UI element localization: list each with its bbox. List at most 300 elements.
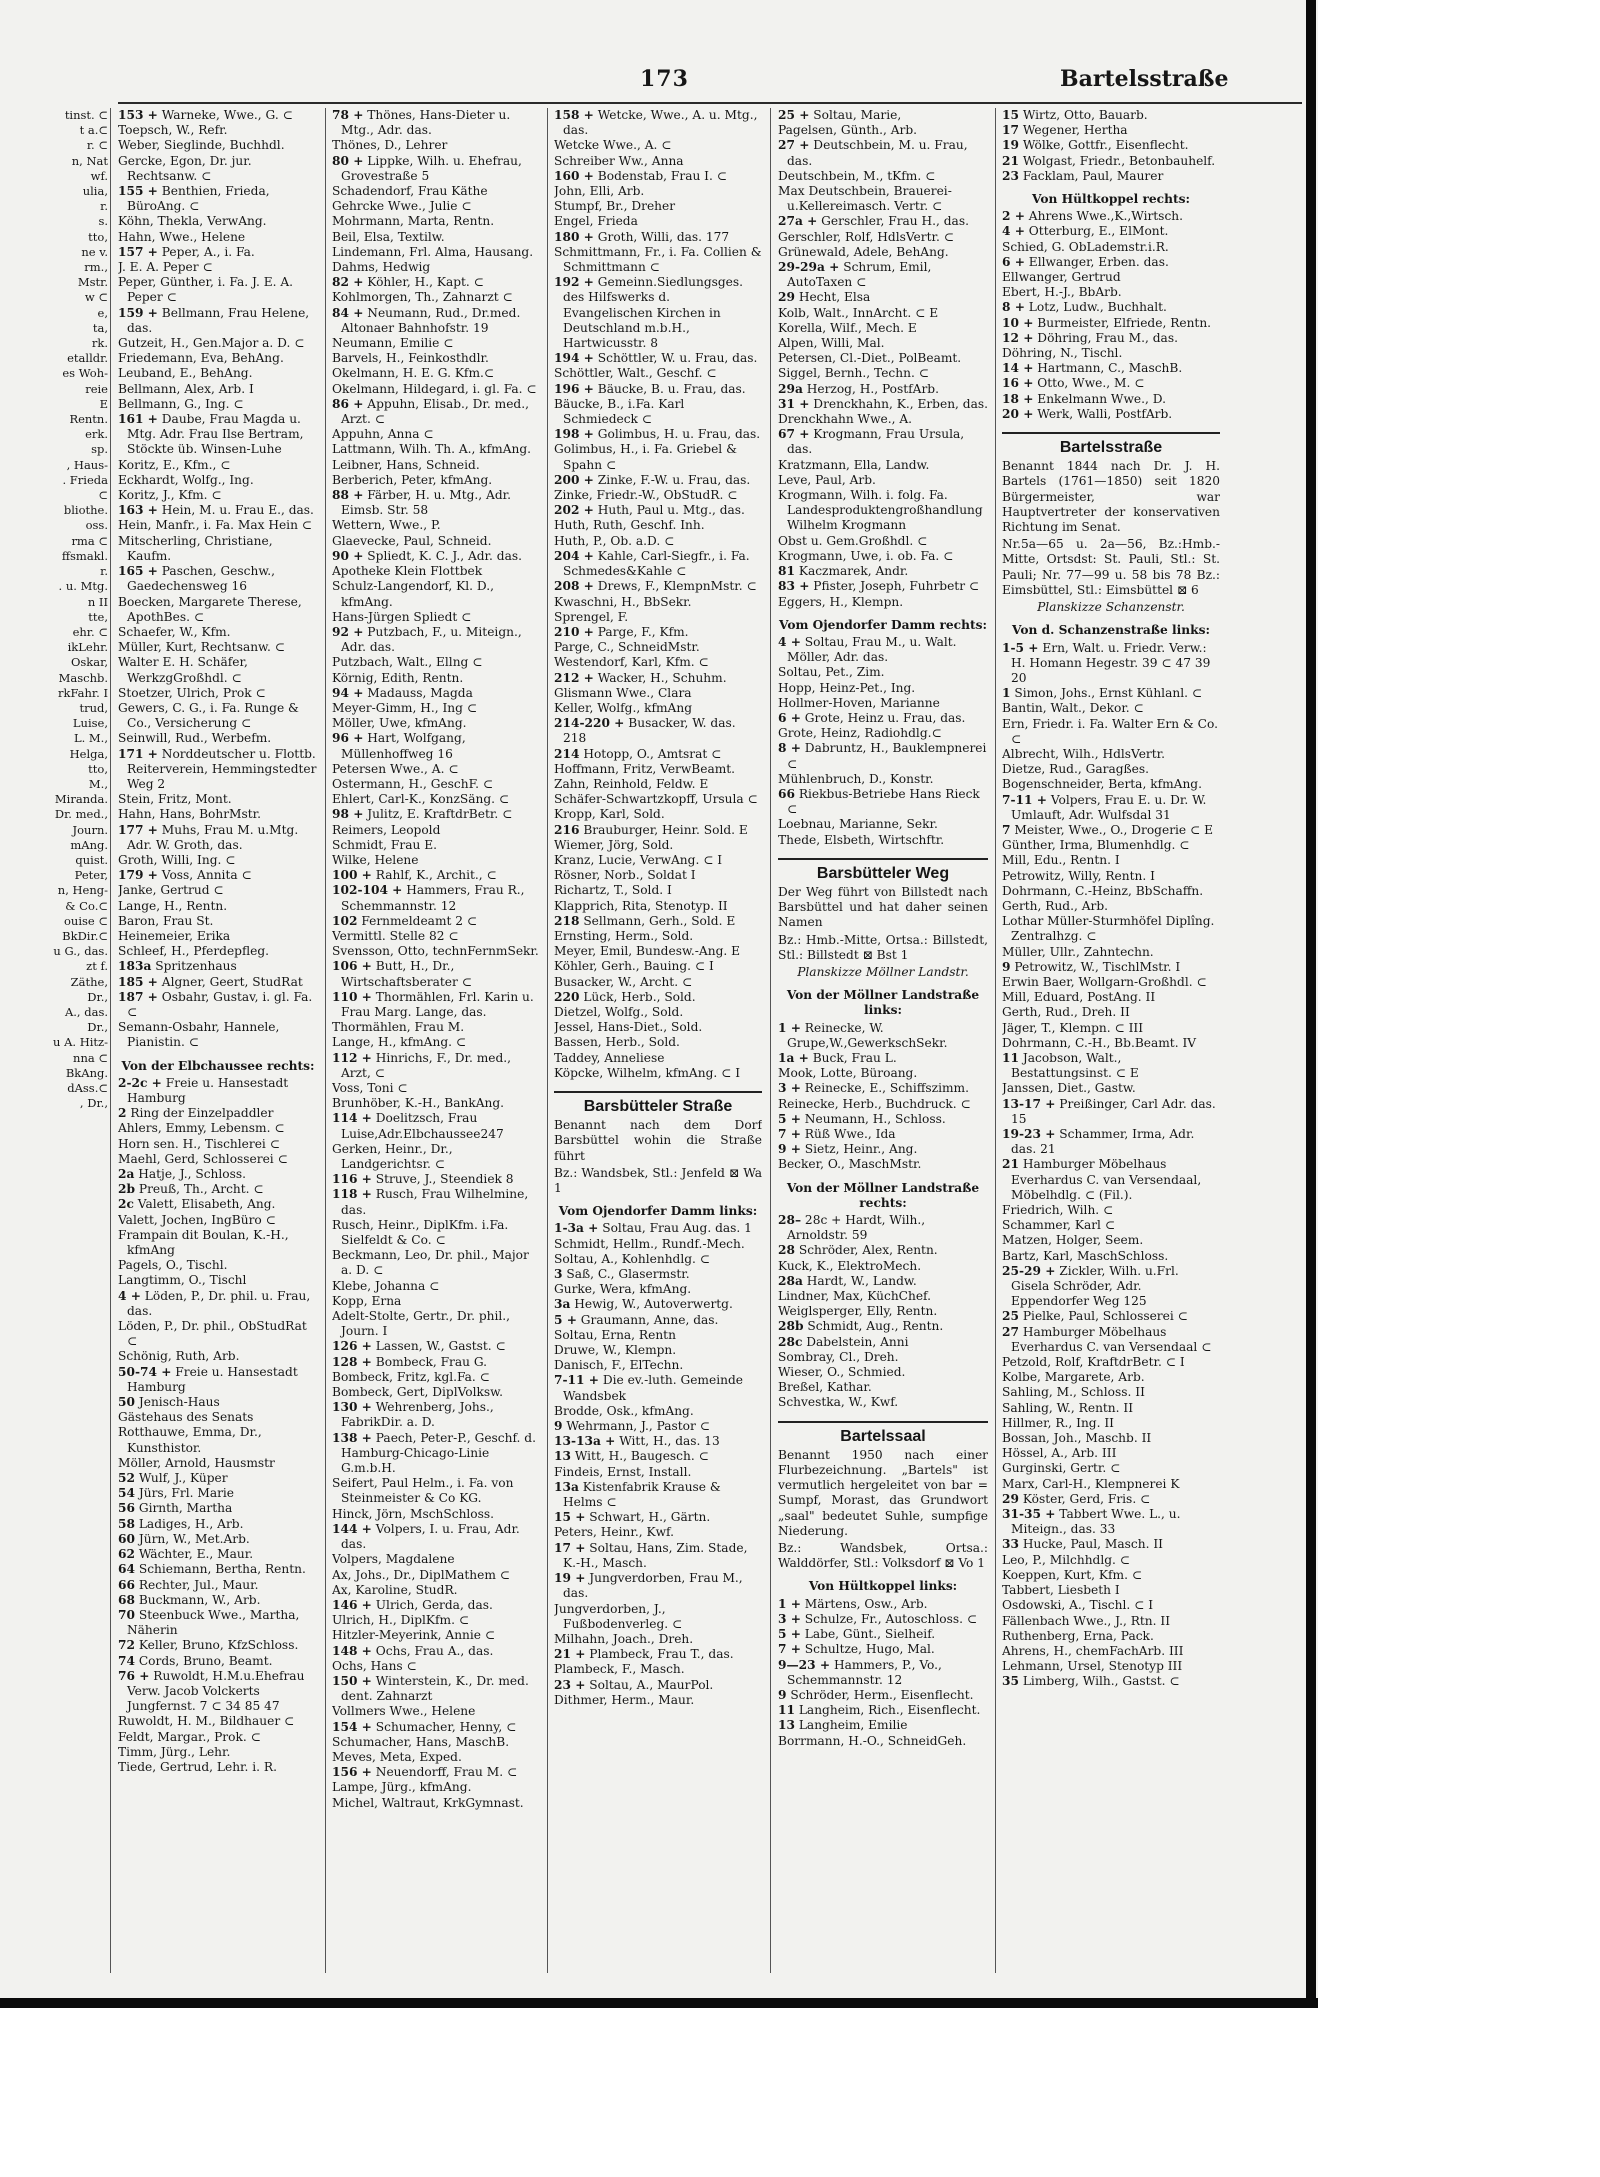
directory-entry: Hans-Jürgen Spliedt ⊂ [332,609,472,624]
directory-entry: 23 + Soltau, A., MaurPol. [554,1677,714,1692]
directory-entry: Glismann Wwe., Clara [554,685,692,700]
directory-entry: 16 + Otto, Wwe., M. ⊂ [1002,376,1145,391]
directory-entry: Lampe, Jürg., kfmAng. [332,1780,472,1795]
directory-entry: 2b Preuß, Th., Archt. ⊂ [118,1182,264,1197]
directory-entry: 202 + Huth, Paul u. Mtg., das. [554,503,745,518]
directory-entry: Korella, Wilf., Mech. E [778,320,917,335]
margin-fragment: reie [85,381,108,396]
directory-entry: Vermittl. Stelle 82 ⊂ [332,928,459,943]
column-rule [325,108,326,1973]
entry-list [554,108,762,1081]
directory-entry: 126 + Lassen, W., Gastst. ⊂ [332,1339,506,1354]
directory-entry: 8 + Dabruntz, H., Bauklempnerei ⊂ [778,741,987,771]
directory-entry: Obst u. Gem.Großhdl. ⊂ [778,533,928,548]
directory-entry: Heinemeier, Erika [118,928,231,943]
directory-entry: Thönes, D., Lehrer [332,138,448,153]
directory-entry: Pagelsen, Günth., Arb. [778,123,918,138]
directory-entry: Thormählen, Frau M. [332,1020,465,1035]
directory-entry: Petzold, Rolf, KraftdrBetr. ⊂ I [1002,1355,1185,1370]
directory-entry: Stumpf, Br., Dreher [554,199,676,214]
entry-list [118,1076,318,1775]
directory-entry: 3 + Schulze, Fr., Autoschloss. ⊂ [778,1611,978,1626]
directory-entry: Erwin Baer, Wollgarn-Großhdl. ⊂ [1002,974,1207,989]
scan-edge-bottom [0,1998,1318,2008]
directory-entry: Dahms, Hedwig [332,260,431,275]
directory-entry: 5 + Graumann, Anne, das. [554,1312,719,1327]
margin-fragment: M., [88,776,108,791]
directory-entry: 21 Wolgast, Friedr., Betonbauhelf. [1002,153,1216,168]
header-rule [118,102,1302,104]
directory-entry: Wiemer, Jörg, Sold. [554,837,674,852]
directory-entry: 33 Hucke, Paul, Masch. II [1002,1537,1163,1552]
margin-fragment: Mstr. [77,275,108,290]
directory-entry: Kopp, Erna [332,1293,402,1308]
directory-entry: 2 + Ahrens Wwe.,K.,Wirtsch. [1002,209,1183,224]
directory-entry: 208 + Drews, F., KlempnMstr. ⊂ [554,579,757,594]
margin-fragment: Oskar, [70,655,108,670]
directory-entry: 3 + Reinecke, E., Schiffszimm. [778,1081,969,1096]
directory-entry: Drenckhahn Wwe., A. [778,412,913,427]
directory-entry: Peper, Günther, i. Fa. J. E. A. Peper ⊂ [118,275,294,305]
directory-entry: Ruthenberg, Erna, Pack. [1002,1628,1154,1643]
directory-entry: 155 + Benthien, Frieda, BüroAng. ⊂ [118,184,270,214]
directory-entry: Rösner, Norb., Soldat I [554,868,696,883]
directory-entry: 27 Hamburger Möbelhaus Everhardus C. van Versendaal ⊂ [1002,1324,1212,1354]
directory-entry: Brunhöber, K.-H., BankAng. [332,1096,505,1111]
directory-entry: John, Elli, Arb. [554,184,645,199]
section-heading: Von Hültkoppel rechts: [1032,192,1190,207]
directory-entry: 2-2c + Freie u. Hansestadt Hamburg [118,1075,289,1105]
directory-entry: 19 Wölke, Gottfr., Eisenflecht. [1002,138,1189,153]
directory-entry: Ehlert, Carl-K., KonzSäng. ⊂ [332,792,510,807]
directory-entry: 9 Schröder, Herm., Eisenflecht. [778,1687,974,1702]
directory-entry: Bellmann, G., Ing. ⊂ [118,396,244,411]
directory-entry: Meyer, Emil, Bundesw.-Ang. E [554,944,741,959]
directory-entry: Ruwoldt, H. M., Bildhauer ⊂ [118,1714,295,1729]
directory-entry: Apotheke Klein Flottbek [332,564,483,579]
margin-fragment: wf. [90,168,108,183]
directory-entry: 6 + Ellwanger, Erben. das. [1002,254,1169,269]
directory-entry: 62 Wächter, E., Maur. [118,1547,254,1562]
directory-entry: Gurginski, Gertr. ⊂ [1002,1461,1121,1476]
margin-fragment: & Co.⊂ [65,898,108,913]
directory-entry: 74 Cords, Bruno, Beamt. [118,1653,273,1668]
directory-entry: Hahn, Hans, BohrMstr. [118,807,262,822]
directory-entry: 28c Dabelstein, Anni [778,1334,909,1349]
margin-fragment: ikLehr. [67,640,108,655]
directory-entry: Ax, Karoline, StudR. [332,1582,458,1597]
directory-entry: 2 Ring der Einzelpaddler [118,1106,274,1121]
directory-entry: Mitscherling, Christiane, Kaufm. [118,533,273,563]
margin-fragment: u G., das. [53,944,108,959]
directory-entry: Lindemann, Frl. Alma, Hausang. [332,244,534,259]
directory-entry: 1 + Reinecke, W. Grupe,W.,GewerkschSekr. [778,1020,948,1050]
margin-fragment: zt f. [86,959,108,974]
directory-entry: Petrowitz, Willy, Rentn. I [1002,868,1155,883]
directory-entry: Schöttler, Walt., Geschf. ⊂ [554,366,717,381]
directory-entry: Barvels, H., Feinkosthdlr. [332,351,489,366]
section-heading: Vom Ojendorfer Damm rechts: [779,617,987,632]
directory-entry: Gewers, C. G., i. Fa. Runge & Co., Versicherung ⊂ [118,700,299,731]
directory-entry: Schulz-Langendorf, Kl. D., kfmAng. [332,579,495,609]
directory-entry: Günther, Irma, Blumenhdlg. ⊂ [1002,838,1190,853]
directory-entry: Ulrich, H., DiplKfm. ⊂ [332,1613,470,1628]
directory-entry: 58 Ladiges, H., Arb. [118,1516,244,1531]
directory-entry: Stein, Fritz, Mont. [118,792,232,807]
directory-entry: Parge, C., SchneidMstr. [554,640,700,655]
directory-entry: Toepsch, W., Refr. [118,123,228,138]
directory-entry: Breßel, Kathar. [778,1380,872,1395]
margin-fragment: sp. [91,442,108,457]
margin-fragment: A., das. [64,1004,108,1019]
entry-list [332,108,540,1811]
directory-entry: Richartz, T., Sold. I [554,883,672,898]
margin-fragment: Dr., [87,1020,108,1035]
directory-entry: 19 + Jungverdorben, Frau M., das. [554,1571,743,1601]
directory-entry: Ellwanger, Gertrud [1002,270,1121,285]
directory-entry: Friedemann, Eva, BehAng. [118,351,284,366]
column-rule [547,108,548,1973]
directory-entry: 148 + Ochs, Frau A., das. [332,1643,494,1658]
directory-entry: Appuhn, Anna ⊂ [332,427,434,442]
directory-entry: Horn sen. H., Tischlerei ⊂ [118,1136,280,1151]
directory-entry: Svensson, Otto, technFernmSekr. [332,944,539,959]
directory-entry: 4 + Soltau, Frau M., u. Walt. Möller, Adr. das. [778,634,957,665]
directory-entry: Fällenbach Wwe., J., Rtn. II [1002,1613,1171,1628]
directory-entry: 171 + Norddeutscher u. Flottb. Reiterverein, Hemmingstedter Weg 2 [118,746,317,791]
directory-entry: 2c Valett, Elisabeth, Ang. [118,1197,276,1212]
directory-entry: Seinwill, Rud., Werbefm. [118,731,272,746]
directory-entry: Eckhardt, Wolfg., Ing. [118,472,254,487]
directory-entry: 216 Brauburger, Heinr. Sold. E [554,822,748,837]
directory-entry: Maehl, Gerd, Schlosserei ⊂ [118,1151,288,1166]
directory-entry: 28 Schröder, Alex, Rentn. [778,1243,938,1258]
directory-entry: Druwe, W., Klempn. [554,1343,677,1358]
directory-entry: Jungverdorben, J., Fußbodenverleg. ⊂ [554,1601,683,1631]
directory-entry: 192 + Gemeinn.Siedlungsges. des Hilfswerks d. Evangelischen Kirchen in Deutschland m.b.H., Hartwicusstr. 8 [554,275,744,351]
directory-entry: 138 + Paech, Peter-P., Geschf. d. Hamburg-Chicago-Linie G.m.b.H. [332,1430,536,1476]
street-title: Bartelsstraße [1002,432,1220,455]
street-district-info: Bz.: Hmb.-Mitte, Ortsa.: Billstedt, Stl.: Billstedt ⊠ Bst 1 [778,932,988,962]
directory-entry: 4 + Otterburg, E., ElMont. [1002,224,1169,239]
directory-entry: Gerth, Rud., Dreh. II [1002,1005,1130,1020]
directory-entry: 94 + Madauss, Magda [332,685,473,700]
directory-entry: 50 Jenisch-Haus [118,1395,220,1410]
directory-entry: Thede, Elsbeth, Wirtschftr. [778,832,945,847]
directory-entry: Bombeck, Fritz, kgl.Fa. ⊂ [332,1369,490,1384]
section-heading: Von Hültkoppel links: [808,1579,958,1594]
street-title: Bartelssaal [778,1421,988,1444]
directory-entry: Hinck, Jörn, MschSchloss. [332,1506,495,1521]
directory-entry: Gästehaus des Senats [118,1410,254,1425]
directory-entry: 15 + Schwart, H., Gärtn. [554,1510,711,1525]
directory-entry: Feldt, Margar., Prok. ⊂ [118,1729,261,1744]
directory-entry: Weiglsperger, Elly, Rentn. [778,1304,938,1319]
street-map-reference: Planskizze Möllner Landstr. [797,964,969,979]
street-description: Benannt nach dem Dorf Barsbüttel wohin die Straße führt [554,1118,762,1163]
directory-entry: 153 + Warneke, Wwe., G. ⊂ [118,108,293,122]
margin-fragment: t a.⊂ [79,123,108,138]
directory-entry: 165 + Paschen, Geschw., Gaedechensweg 16 [118,564,276,594]
directory-entry: Soltau, Erna, Rentn [554,1327,676,1342]
directory-entry: 146 + Ulrich, Gerda, das. [332,1597,493,1612]
margin-fragment: tto, [88,761,108,776]
margin-fragment: ta, [92,320,108,335]
directory-entry: Alpen, Willi, Mal. [778,336,885,351]
margin-fragment: ne v. [81,244,108,259]
directory-entry: Möller, Uwe, kfmAng. [332,716,467,731]
margin-fragment: nna ⊂ [73,1050,108,1065]
directory-entry: 28– 28c + Hardt, Wilh., Arnoldstr. 59 [778,1213,926,1243]
directory-entry: 116 + Struve, J., Steendiek 8 [332,1172,514,1187]
directory-entry: 7-11 + Volpers, Frau E. u. Dr. W. Umlauft, Adr. Wulfsdal 31 [1002,792,1207,822]
directory-entry: 11 Jacobson, Walt., Bestattungsinst. ⊂ E [1002,1050,1139,1081]
directory-entry: 187 + Osbahr, Gustav, i. gl. Fa. ⊂ [118,989,313,1019]
directory-column-1 [118,108,318,1978]
directory-entry: Reinecke, Herb., Buchdruck. ⊂ [778,1096,971,1111]
directory-entry: Zahn, Reinhold, Feldw. E [554,776,709,791]
entry-list [1002,209,1220,422]
directory-entry: Koritz, J., Kfm. ⊂ [118,488,222,503]
directory-entry: Schammer, Karl ⊂ [1002,1218,1116,1233]
margin-fragment: n II [87,594,108,609]
directory-entry: 106 + Butt, H., Dr., Wirtschaftsberater ⊂ [332,959,472,989]
directory-entry: 180 + Groth, Willi, das. 177 [554,229,730,244]
directory-entry: Schönig, Ruth, Arb. [118,1349,240,1364]
directory-entry: 118 + Rusch, Frau Wilhelmine, das. [332,1187,529,1217]
directory-entry: J. E. A. Peper ⊂ [118,260,213,275]
margin-fragment: Helga, [69,746,108,761]
directory-entry: Kohlmorgen, Th., Zahnarzt ⊂ [332,290,513,305]
directory-entry: 17 + Soltau, Hans, Zim. Stade, K.-H., Masch. [554,1540,748,1570]
directory-entry: 7 Meister, Wwe., O., Drogerie ⊂ E [1002,822,1213,837]
directory-entry: Lattmann, Wilh. Th. A., kfmAng. [332,442,532,457]
directory-entry: Möller, Arnold, Hausmstr [118,1455,275,1470]
directory-entry: Petersen, Cl.-Diet., PolBeamt. [778,351,962,366]
margin-fragment: s. [98,214,108,229]
directory-entry: 54 Jürs, Frl. Marie [118,1486,235,1501]
directory-entry: 25 + Soltau, Marie, [778,108,902,122]
directory-entry: Berberich, Peter, kfmAng. [332,472,493,487]
directory-entry: Kwaschni, H., BbSekr. [554,594,692,609]
directory-entry: Vollmers Wwe., Helene [332,1704,476,1719]
directory-entry: Weber, Sieglinde, Buchhdl. [118,138,285,153]
directory-entry: Walter E. H. Schäfer, WerkzgGroßhdl. ⊂ [118,655,248,685]
directory-entry: 128 + Bombeck, Frau G. [332,1354,488,1369]
directory-entry: 28a Hardt, W., Landw. [778,1273,917,1288]
directory-entry: 7 + Rüß Wwe., Ida [778,1127,896,1141]
directory-entry: Sombray, Cl., Dreh. [778,1349,899,1364]
margin-fragment: ⊂ [98,488,108,503]
directory-entry: Döhring, N., Tischl. [1002,346,1123,361]
directory-entry: 27 + Deutschbein, M. u. Frau, das. [778,138,968,168]
margin-fragment: dAss.⊂ [67,1081,108,1095]
directory-entry: 72 Keller, Bruno, KfzSchloss. [118,1638,299,1653]
directory-entry: Marx, Carl-H., Klempnerei K [1002,1476,1180,1491]
directory-entry: Boecken, Margarete Therese, ApothBes. ⊂ [118,594,302,624]
section-heading: Von der Möllner Landstraße rechts: [786,1180,980,1210]
directory-entry: Kratzmann, Ella, Landw. [778,457,930,472]
margin-fragment: es Woh- [62,366,108,381]
directory-entry: Adelt-Stolte, Gertr., Dr. phil., Journ. I [332,1309,511,1339]
directory-entry: Valett, Jochen, IngBüro ⊂ [118,1212,276,1227]
directory-entry: 96 + Hart, Wolfgang, Müllenhoffweg 16 [332,731,466,761]
directory-entry: 212 + Wacker, H., Schuhm. [554,670,727,685]
directory-entry: Mill, Eduard, PostAng. II [1002,990,1156,1005]
margin-fragment: tte, [88,609,108,624]
margin-fragment: tto, [88,229,108,244]
directory-entry: 159 + Bellmann, Frau Helene, das. [118,305,310,335]
entry-list [1002,108,1220,184]
directory-entry: 15 Wirtz, Otto, Bauarb. [1002,108,1148,122]
directory-entry: Kranz, Lucie, VerwAng. ⊂ I [554,852,723,867]
column-rule [770,108,771,1973]
directory-entry: 60 Jürn, W., Met.Arb. [118,1531,250,1546]
directory-entry: Huth, Ruth, Geschf. Inh. [554,518,705,533]
directory-entry: Putzbach, Walt., Ellng ⊂ [332,655,483,670]
directory-entry: Müller, Kurt, Rechtsanw. ⊂ [118,640,286,655]
entry-list [778,1213,988,1411]
directory-entry: Schvestka, W., Kwf. [778,1395,899,1410]
directory-entry: 29-29a + Schrum, Emil, AutoTaxen ⊂ [778,260,932,290]
directory-entry: Klebe, Johanna ⊂ [332,1278,440,1293]
directory-entry: Milhahn, Joach., Dreh. [554,1631,694,1646]
directory-entry: Janke, Gertrud ⊂ [118,883,224,898]
directory-entry: Loebnau, Marianne, Sekr. [778,817,938,832]
directory-entry: Kuck, K., ElektroMech. [778,1258,922,1273]
margin-fragment: Dr., [87,989,108,1004]
directory-entry: 13-13a + Witt, H., das. 13 [554,1434,720,1449]
directory-entry: Krogmann, Uwe, i. ob. Fa. ⊂ [778,548,954,563]
directory-entry: Tiede, Gertrud, Lehr. i. R. [118,1759,277,1774]
margin-fragments [0,108,108,1111]
directory-entry: Janssen, Diet., Gastw. [1002,1081,1136,1096]
directory-entry: 1 + Märtens, Osw., Arb. [778,1596,928,1611]
directory-entry: Stoetzer, Ulrich, Prok ⊂ [118,685,266,700]
directory-entry: 35 Limberg, Wilh., Gastst. ⊂ [1002,1674,1180,1689]
directory-entry: Sprengel, F. [554,609,629,624]
directory-entry: 100 + Rahlf, K., Archit., ⊂ [332,868,497,883]
directory-entry: Hitzler-Meyerink, Annie ⊂ [332,1628,496,1643]
directory-entry: Ochs, Hans ⊂ [332,1658,417,1673]
margin-fragment: ouise ⊂ [63,913,108,928]
directory-entry: 29 Köster, Gerd, Fris. ⊂ [1002,1491,1151,1506]
directory-entry: Wilke, Helene [332,852,419,867]
directory-entry: 183a Spritzenhaus [118,959,237,974]
margin-fragment: rma ⊂ [71,533,108,548]
directory-entry: 1 Simon, Johs., Ernst Kühlanl. ⊂ [1002,686,1203,701]
directory-entry: 13 Witt, H., Baugesch. ⊂ [554,1449,709,1464]
directory-entry: 98 + Julitz, E. KraftdrBetr. ⊂ [332,807,513,822]
directory-entry: Schreiber Ww., Anna [554,153,684,168]
directory-entry: Schaefer, W., Kfm. [118,624,231,639]
directory-entry: Plambeck, F., Masch. [554,1662,685,1677]
margin-fragment: Zäthe, [70,974,108,989]
directory-entry: Mühlenbruch, D., Konstr. [778,771,934,786]
directory-entry: 82 + Köhler, H., Kapt. ⊂ [332,275,484,290]
directory-column-3 [554,108,762,1978]
directory-entry: 154 + Schumacher, Henny, ⊂ [332,1719,517,1734]
directory-entry: Löden, P., Dr. phil., ObStudRat ⊂ [118,1319,307,1349]
scan-edge-right [1306,0,1316,2008]
street-description: Der Weg führt von Billstedt nach Barsbüttel und hat daher seinen Namen [778,884,988,930]
street-title: Barsbütteler Weg [778,858,988,881]
directory-entry: Deutschbein, M., tKfm. ⊂ [778,168,936,183]
directory-entry: 29a Herzog, H., PostfArb. [778,381,939,396]
directory-entry: 160 + Bodenstab, Frau I. ⊂ [554,168,727,183]
directory-entry: Matzen, Holger, Seem. [1002,1233,1144,1248]
directory-entry: Semann-Osbahr, Hannele, Pianistin. ⊂ [118,1020,280,1050]
directory-entry: 18 + Enkelmann Wwe., D. [1002,391,1166,406]
margin-fragment: L. M., [73,731,108,746]
directory-entry: Lothar Müller-Sturmhöfel Diplîng. Zentralhzg. ⊂ [1002,914,1215,944]
directory-entry: 150 + Winterstein, K., Dr. med. dent. Zahnarzt [332,1673,529,1704]
directory-entry: Ernsting, Herm., Sold. [554,928,694,943]
directory-entry: 2a Hatje, J., Schloss. [118,1167,246,1182]
directory-entry: 185 + Algner, Geert, StudRat [118,974,303,989]
directory-column-2 [332,108,540,1978]
directory-entry: 200 + Zinke, F.-W. u. Frau, das. [554,472,751,487]
directory-entry: 19-23 + Schammer, Irma, Adr. das. 21 [1002,1127,1195,1157]
margin-fragment: ffsmakl. [61,548,108,563]
directory-entry: 11 Langheim, Rich., Eisenflecht. [778,1703,981,1718]
margin-fragment: Rentn. [69,412,108,427]
section-heading: Von d. Schanzenstraße links: [1012,623,1210,638]
directory-column-5 [1002,108,1220,1978]
directory-entry: 68 Buckmann, W., Arb. [118,1592,261,1607]
margin-fragment: e, [97,305,108,320]
directory-entry: 70 Steenbuck Wwe., Martha, Näherin [118,1607,300,1638]
directory-entry: Ahlers, Emmy, Lebensm. ⊂ [118,1121,285,1136]
directory-entry: Reimers, Leopold [332,822,441,837]
directory-entry: Schied, G. ObLademstr.i.R. [1002,239,1169,254]
entry-list [554,1221,762,1708]
margin-fragment: n, Heng- [57,883,108,898]
directory-entry: Meves, Meta, Exped. [332,1749,462,1764]
directory-entry: Kolbe, Margarete, Arb. [1002,1370,1145,1385]
directory-entry: 102-104 + Hammers, Frau R., Schemmannstr. 12 [332,883,525,913]
margin-fragment: trud, [79,700,108,715]
directory-entry: 102 Fernmeldeamt 2 ⊂ [332,913,478,928]
margin-fragment: BkDir.⊂ [62,928,108,943]
directory-entry: Albrecht, Wilh., HdlsVertr. [1002,746,1165,761]
directory-entry: Neumann, Emilie ⊂ [332,336,454,351]
section-heading: Von der Elbchaussee rechts: [121,1058,315,1073]
directory-entry: Kropp, Karl, Sold. [554,807,665,822]
directory-entry: Soltau, Pet., Zim. [778,665,885,680]
entry-list [778,1597,988,1749]
directory-entry: Grünewald, Adele, BehAng. [778,244,949,259]
margin-fragment: rm., [84,260,108,275]
directory-entry: Hahn, Wwe., Helene [118,229,246,244]
directory-entry: Keller, Wolfg., kfmAng [554,700,693,715]
entry-list [118,108,318,1051]
directory-entry: 214 Hotopp, O., Amtsrat ⊂ [554,746,722,761]
margin-fragment: rkFahr. I [57,685,108,700]
directory-entry: 86 + Appuhn, Elisab., Dr. med., Arzt. ⊂ [332,396,529,427]
entry-list [1002,641,1220,1690]
margin-fragment: Dr. med., [54,807,108,822]
directory-entry: 17 Wegener, Hertha [1002,123,1128,138]
margin-fragment: r. [100,199,108,214]
directory-entry: Groth, Willi, Ing. ⊂ [118,852,236,867]
directory-entry: 9 Wehrmann, J., Pastor ⊂ [554,1419,710,1434]
directory-entry: Busacker, W., Archt. ⊂ [554,974,693,989]
directory-entry: Meyer-Gimm, H., Ing ⊂ [332,700,478,715]
directory-entry: Lindner, Max, KüchChef. [778,1289,932,1304]
directory-entry: Bombeck, Gert, DiplVolksw. [332,1385,504,1400]
directory-entry: 13-17 + Preißinger, Carl Adr. das. 15 [1002,1096,1216,1126]
